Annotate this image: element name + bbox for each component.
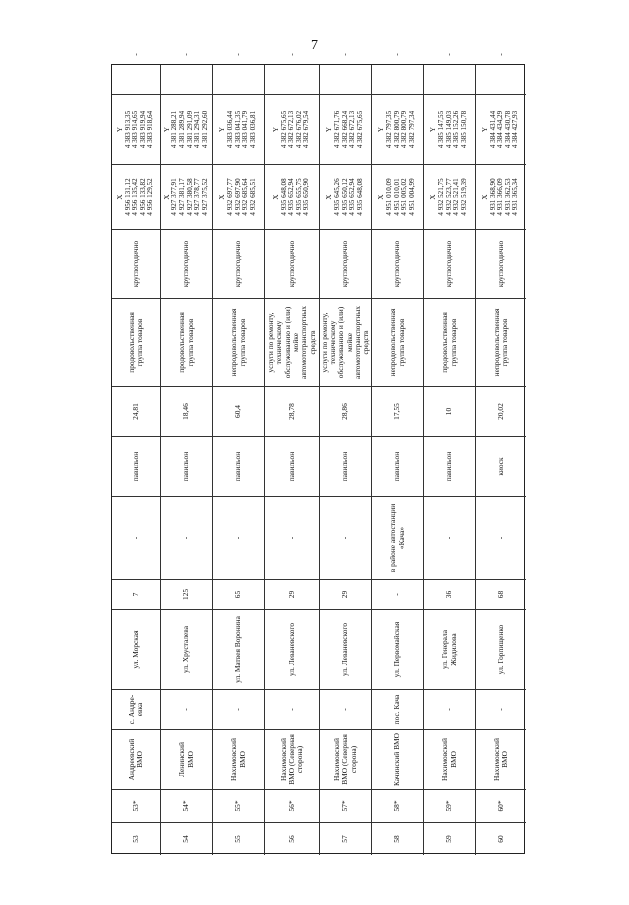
cell-coord-x xyxy=(112,164,160,229)
cell-number: 56 xyxy=(265,822,319,855)
coord-value: 4 951 010,01 xyxy=(392,178,401,216)
cell-street: ул. Морская xyxy=(112,609,160,689)
coord-value: 4 935 652,94 xyxy=(348,178,357,216)
table-row xyxy=(319,53,372,855)
cell-area: 20,02 xyxy=(476,386,526,436)
coord-value: 4 383 036,81 xyxy=(248,110,257,149)
cell-code: 57* xyxy=(320,789,371,822)
table-row xyxy=(112,53,161,855)
coord-value: 4 956 135,42 xyxy=(131,178,140,216)
cell-period: круглогодично xyxy=(320,229,371,298)
cell-area: 18,46 xyxy=(161,386,212,436)
coord-value: 4 956 133,82 xyxy=(138,178,147,216)
cell-house: 29 xyxy=(320,579,371,609)
coord-value: 4 935 645,26 xyxy=(333,178,342,216)
cell-street: ул. Леваневского xyxy=(265,609,319,689)
coord-value: 4 935 648,08 xyxy=(279,178,288,216)
coord-value: 4 383 919,94 xyxy=(138,110,147,149)
cell-extra: - xyxy=(130,53,140,56)
cell-coord-x xyxy=(265,164,319,229)
coord-value: 4 382 675,65 xyxy=(355,110,364,149)
coord-value: 4 383 918,64 xyxy=(146,110,155,149)
coord-value: 4 935 648,08 xyxy=(355,178,364,216)
cell-object-type: павильон xyxy=(372,436,423,496)
coord-axis-label: Y xyxy=(325,126,334,133)
cell-period: круглогодично xyxy=(476,229,526,298)
cell-number: 60 xyxy=(476,822,526,855)
cell-extra: - xyxy=(392,53,402,56)
cell-district: Андреевский ВМО xyxy=(112,729,160,789)
coord-value: 4 384 430,78 xyxy=(503,110,512,149)
cell-object-type: павильон xyxy=(213,436,264,496)
coord-value: 4 927 381,17 xyxy=(177,178,186,216)
cell-purpose: непродовольственная группа товаров xyxy=(213,298,264,386)
cell-landmark: - xyxy=(265,496,319,579)
coord-axis-label: Y xyxy=(271,126,280,133)
table-row xyxy=(265,53,320,855)
coord-value: 4 384 427,93 xyxy=(511,110,520,149)
table-row xyxy=(161,53,213,855)
coord-axis-label: X xyxy=(377,194,386,200)
cell-district: Качинский ВМО xyxy=(372,729,423,789)
cell-number: 54 xyxy=(161,822,212,855)
cell-coord-x xyxy=(161,164,212,229)
cell-object-type: киоск xyxy=(476,436,526,496)
coord-value: 4 382 672,13 xyxy=(287,110,296,149)
cell-coord-x xyxy=(320,164,371,229)
coord-value: 4 927 375,52 xyxy=(200,178,209,216)
cell-period: круглогодично xyxy=(112,229,160,298)
coord-value: 4 932 685,64 xyxy=(241,178,250,216)
cell-area: 10 xyxy=(424,386,475,436)
table-row xyxy=(213,53,265,855)
cell-purpose: непродовольственная группа товаров xyxy=(476,298,526,386)
coord-axis-label: X xyxy=(271,194,280,200)
cell-street: ул. Горпищенко xyxy=(476,609,526,689)
coord-value: 4 385 152,26 xyxy=(452,110,461,149)
cell-coord-y xyxy=(161,94,212,164)
cell-period: круглогодично xyxy=(161,229,212,298)
cell-district: Ленинский ВМО xyxy=(161,729,212,789)
cell-settlement: пос. Кача xyxy=(372,689,423,729)
table-row xyxy=(424,53,476,855)
page-number: 7 xyxy=(311,38,318,53)
cell-coord-x xyxy=(372,164,423,229)
cell-settlement: - xyxy=(320,689,371,729)
coord-value: 4 932 697,90 xyxy=(233,178,242,216)
cell-settlement: - xyxy=(424,689,475,729)
cell-object-type: павильон xyxy=(112,436,160,496)
cell-code: 54* xyxy=(161,789,212,822)
cell-coord-y xyxy=(265,94,319,164)
coord-value: 4 384 434,29 xyxy=(496,110,505,149)
coord-value: 4 956 131,12 xyxy=(123,178,132,216)
cell-object-type: павильон xyxy=(424,436,475,496)
coord-value: 4 385 150,78 xyxy=(459,110,468,149)
coord-value: 4 932 697,77 xyxy=(226,178,235,216)
coord-axis-label: Y xyxy=(377,126,386,133)
cell-settlement: - xyxy=(213,689,264,729)
coord-value: 4 931 368,90 xyxy=(488,178,497,216)
cell-purpose: услуги по ремонту, техническому обслуживанию и (или) мойке автомототранспортных средств xyxy=(320,298,371,386)
coord-value: 4 951 004,99 xyxy=(407,178,416,216)
cell-landmark: - xyxy=(320,496,371,579)
cell-landmark: - xyxy=(476,496,526,579)
coord-axis-label: X xyxy=(480,194,489,200)
coord-value: 4 382 797,35 xyxy=(385,110,394,149)
cell-settlement: - xyxy=(265,689,319,729)
cell-object-type: павильон xyxy=(161,436,212,496)
cell-coord-y xyxy=(476,94,526,164)
cell-purpose: продовольственная группа товаров xyxy=(161,298,212,386)
cell-code: 59* xyxy=(424,789,475,822)
cell-period: круглогодично xyxy=(424,229,475,298)
cell-district: Нахимовский ВМО (Северная сторона) xyxy=(265,729,319,789)
cell-code: 55* xyxy=(213,789,264,822)
cell-settlement: с. Андре-евка xyxy=(112,689,160,729)
cell-settlement: - xyxy=(161,689,212,729)
cell-area: 28,78 xyxy=(265,386,319,436)
table-row xyxy=(372,53,424,855)
coord-value: 4 932 685,51 xyxy=(248,178,257,216)
coord-axis-label: Y xyxy=(162,126,171,133)
cell-district: Нахимовский ВМО xyxy=(213,729,264,789)
coord-value: 4 383 041,35 xyxy=(233,110,242,149)
coord-value: 4 927 377,91 xyxy=(170,178,179,216)
coord-axis-label: X xyxy=(218,194,227,200)
coord-value: 4 381 288,21 xyxy=(170,110,179,149)
coord-value: 4 383 041,79 xyxy=(241,110,250,149)
cell-landmark: - xyxy=(161,496,212,579)
cell-coord-y xyxy=(112,94,160,164)
cell-extra: - xyxy=(181,53,191,56)
cell-area: 24,81 xyxy=(112,386,160,436)
cell-area: 60,4 xyxy=(213,386,264,436)
coord-axis-label: Y xyxy=(429,126,438,133)
coord-value: 4 382 675,65 xyxy=(279,110,288,149)
rotated-table-body xyxy=(112,53,526,855)
cell-settlement: - xyxy=(476,689,526,729)
cell-area: 17,55 xyxy=(372,386,423,436)
cell-district: Нахимовский ВМО xyxy=(424,729,475,789)
coord-value: 4 382 668,24 xyxy=(340,110,349,149)
coord-value: 4 383 913,35 xyxy=(123,110,132,149)
coord-axis-label: Y xyxy=(218,126,227,133)
coord-value: 4 927 378,77 xyxy=(193,178,202,216)
coord-value: 4 381 289,94 xyxy=(177,110,186,149)
coord-value: 4 932 519,39 xyxy=(459,178,468,216)
coord-value: 4 382 800,79 xyxy=(400,110,409,149)
cell-house: 29 xyxy=(265,579,319,609)
cell-object-type: павильон xyxy=(320,436,371,496)
coord-value: 4 383 914,65 xyxy=(131,110,140,149)
coord-value: 4 935 655,75 xyxy=(294,178,303,216)
cell-street: ул. Леваневского xyxy=(320,609,371,689)
coord-value: 4 956 129,52 xyxy=(146,178,155,216)
cell-street: ул. Матвея Воронина xyxy=(213,609,264,689)
coord-value: 4 951 010,09 xyxy=(385,178,394,216)
coord-value: 4 381 291,09 xyxy=(185,110,194,149)
cell-extra: - xyxy=(233,53,243,56)
cell-landmark: - xyxy=(213,496,264,579)
coord-value: 4 382 679,54 xyxy=(302,110,311,149)
cell-house: 7 xyxy=(112,579,160,609)
coord-value: 4 382 671,76 xyxy=(333,110,342,149)
coord-value: 4 931 362,53 xyxy=(503,178,512,216)
cell-house: - xyxy=(372,579,423,609)
coord-value: 4 385 149,03 xyxy=(444,110,453,149)
coord-value: 4 935 652,94 xyxy=(287,178,296,216)
cell-extra: - xyxy=(340,53,350,56)
coord-axis-label: X xyxy=(162,194,171,200)
cell-purpose: услуги по ремонту, техническому обслуживанию и (или) мойке автомототранспортных средств xyxy=(265,298,319,386)
cell-purpose: продовольственная группа товаров xyxy=(112,298,160,386)
coord-value: 4 935 650,90 xyxy=(302,178,311,216)
cell-street: ул. Хрусталева xyxy=(161,609,212,689)
cell-extra: - xyxy=(444,53,454,56)
cell-district: Нахимовский ВМО (Северная сторона) xyxy=(320,729,371,789)
cell-purpose: продовольственная группа товаров xyxy=(424,298,475,386)
cell-code: 56* xyxy=(265,789,319,822)
cell-coord-x xyxy=(424,164,475,229)
coord-value: 4 382 672,13 xyxy=(348,110,357,149)
coord-axis-label: X xyxy=(115,194,124,200)
cell-landmark: - xyxy=(112,496,160,579)
cell-code: 60* xyxy=(476,789,526,822)
cell-coord-x xyxy=(476,164,526,229)
coord-value: 4 382 676,02 xyxy=(294,110,303,149)
coord-value: 4 931 366,09 xyxy=(496,178,505,216)
coord-value: 4 381 292,60 xyxy=(200,110,209,149)
cell-coord-y xyxy=(424,94,475,164)
cell-coord-x xyxy=(213,164,264,229)
cell-landmark: - xyxy=(424,496,475,579)
coord-axis-label: X xyxy=(429,194,438,200)
cell-code: 53* xyxy=(112,789,160,822)
cell-period: круглогодично xyxy=(213,229,264,298)
cell-landmark: в районе автостанции «Кача» xyxy=(372,496,423,579)
coord-value: 4 384 431,44 xyxy=(488,110,497,149)
cell-area: 28,86 xyxy=(320,386,371,436)
coord-value: 4 383 036,44 xyxy=(226,110,235,149)
cell-house: 68 xyxy=(476,579,526,609)
cell-object-type: павильон xyxy=(265,436,319,496)
coord-value: 4 951 005,02 xyxy=(400,178,409,216)
coord-value: 4 927 380,58 xyxy=(185,178,194,216)
cell-purpose: непродовольственная группа товаров xyxy=(372,298,423,386)
coord-value: 4 931 365,34 xyxy=(511,178,520,216)
cell-number: 58 xyxy=(372,822,423,855)
cell-house: 65 xyxy=(213,579,264,609)
table-row xyxy=(476,53,526,855)
cell-coord-y xyxy=(372,94,423,164)
cell-number: 55 xyxy=(213,822,264,855)
cell-coord-y xyxy=(320,94,371,164)
cell-extra: - xyxy=(495,53,505,56)
coord-value: 4 932 521,75 xyxy=(437,178,446,216)
cell-number: 59 xyxy=(424,822,475,855)
registry-table xyxy=(111,53,525,854)
cell-number: 53 xyxy=(112,822,160,855)
cell-street: ул. Первомайская xyxy=(372,609,423,689)
cell-number: 57 xyxy=(320,822,371,855)
cell-coord-y xyxy=(213,94,264,164)
coord-value: 4 932 523,77 xyxy=(444,178,453,216)
cell-district: Нахимовский ВМО xyxy=(476,729,526,789)
coord-value: 4 935 650,12 xyxy=(340,178,349,216)
coord-value: 4 932 521,41 xyxy=(452,178,461,216)
coord-value: 4 385 147,55 xyxy=(437,110,446,149)
coord-axis-label: Y xyxy=(480,126,489,133)
cell-house: 36 xyxy=(424,579,475,609)
coord-value: 4 381 294,31 xyxy=(193,110,202,149)
cell-period: круглогодично xyxy=(372,229,423,298)
coord-value: 4 382 800,79 xyxy=(392,110,401,149)
coord-axis-label: X xyxy=(325,194,334,200)
coord-value: 4 382 797,34 xyxy=(407,110,416,149)
coord-axis-label: Y xyxy=(115,126,124,133)
cell-house: 125 xyxy=(161,579,212,609)
cell-street: ул. Генерала Жидилова xyxy=(424,609,475,689)
cell-extra: - xyxy=(286,53,296,56)
cell-code: 58* xyxy=(372,789,423,822)
cell-period: круглогодично xyxy=(265,229,319,298)
